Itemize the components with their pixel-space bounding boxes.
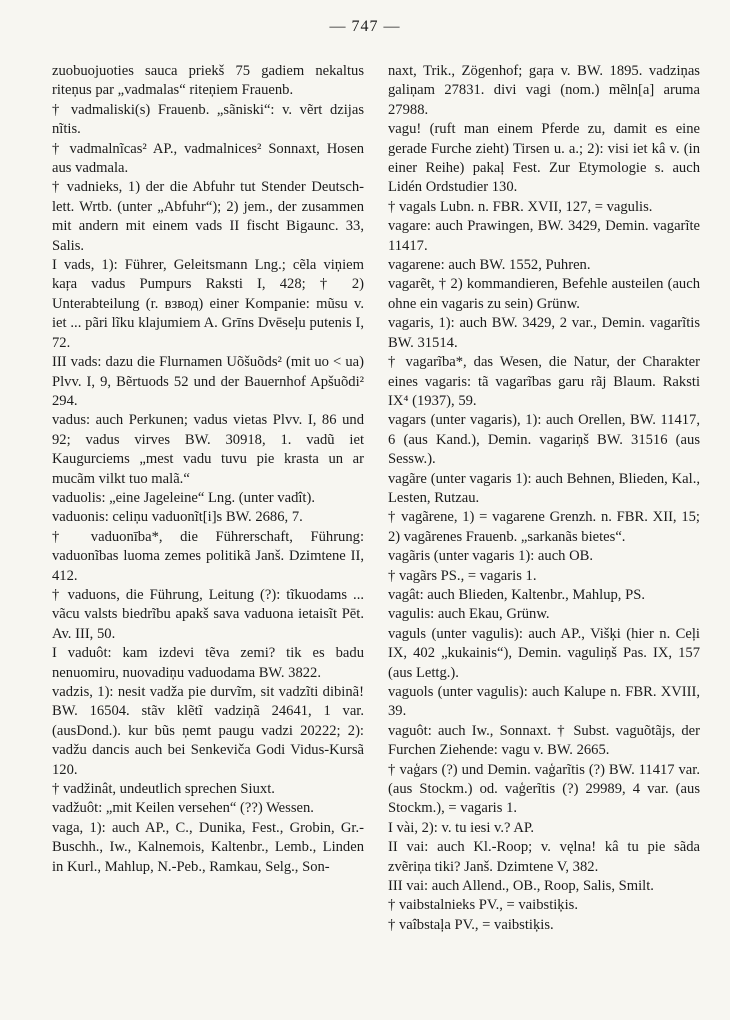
entry: vaduolis: „eine Jageleine“ Lng. (unter vadît).	[52, 489, 315, 506]
left-column	[52, 62, 364, 877]
entry: vadzis, 1): nesit vadža pie durvĩm, sit vadzĩti dibinã! BW. 16504. stãv klẽtĩ vadziņã 24641, 1 var. (ausDond.). kur bũs ņemt paugu vadzi 20222; 2): vadžu dancis auch bei Senkeviča Godi Vidus-Kursã 120.	[52, 684, 364, 778]
entry: † vagals Lubn. n. FBR. XVII, 127, = vagulis.	[388, 198, 653, 215]
entry: vagars (unter vagaris), 1): auch Orellen, BW. 11417, 6 (aus Kand.), Demin. vagariņš BW. 31516 (aus Sessw.).	[388, 412, 700, 468]
entry: vadus: auch Perkunen; vadus vietas Plvv. I, 86 und 92; vadus virves BW. 30918, 1. vadũ iet Kaugurciems „mest vadu tuvu pie krasta un ar mucãm vilkt tuo malã.“	[52, 412, 364, 487]
entry: † vaîbstaļa PV., = vaibstiķis.	[388, 916, 554, 933]
entry: vaguôt: auch Iw., Sonnaxt. † Subst. vaguõtãjs, der Furchen Ziehende: vagu v. BW. 2665.	[388, 722, 700, 759]
entry: vadžuôt: „mit Keilen versehen“ (??) Wessen.	[52, 800, 314, 817]
entry: † vaģars (?) und Demin. vaģarĩtis (?) BW. 11417 var. (aus Stockm.) od. vaģerĩtis (?) 29989, 4 var. (aus Stockm.), = vagaris 1.	[388, 761, 700, 817]
entry: I vài, 2): v. tu iesi v.? AP.	[388, 819, 535, 836]
entry: † vadžinât, undeutlich sprechen Siuxt.	[52, 781, 275, 798]
entry: vagulis: auch Ekau, Grünw.	[388, 606, 550, 623]
entry: vaguls (unter vagulis): auch AP., Višķi (hier n. Ceļi IX, 402 „kukainis“), Demin. vaguliņš Pas. IX, 157 (aus Lettg.).	[388, 625, 700, 681]
entry: naxt, Trik., Zögenhof; gaŗa v. BW. 1895. vadziņas galiņam 27831. divi vagi (nom.) mẽln[a] aruma 27988.	[388, 63, 700, 118]
entry: vaguols (unter vagulis): auch Kalupe n. FBR. XVIII, 39.	[388, 684, 700, 720]
entry: † vagãrene, 1) = vagarene Grenzh. n. FBR. XII, 15; 2) vagãrenes Frauenb. „sarkanãs bietes“.	[388, 509, 700, 545]
entry: vagarene: auch BW. 1552, Puhren.	[388, 257, 591, 274]
entry: vagu! (ruft man einem Pferde zu, damit es eine gerade Furche zieht) Tirsen u. a.; 2): visi iet kâ v. (in einer Reihe) pakaļ Fest. Zur Etymologie s. auch Lidén Ordstudier 130.	[388, 121, 700, 196]
entry: III vai: auch Allend., OB., Roop, Salis, Smilt.	[388, 878, 654, 895]
entry: † vagãrs PS., = vagaris 1.	[388, 567, 537, 584]
entry: zuobuojuoties sauca priekš 75 gadiem nekaltus riteņus par „vadmalas“ riteņiem Frauenb.	[52, 63, 364, 99]
entry: vagãris (unter vagaris 1): auch OB.	[388, 548, 594, 565]
entry: III vads: dazu die Flurnamen Uõšuõds² (mit uo < ua) Plvv. I, 9, Bẽrtuods 52 und der Bauernhof Apšuõdi² 294.	[52, 354, 364, 409]
entry: vagãre (unter vagaris 1): auch Behnen, Blieden, Kal., Lesten, Rutzau.	[388, 470, 700, 506]
entry: † vadmalnĩcas² AP., vadmalnices² Sonnaxt, Hosen aus vadmala.	[52, 140, 364, 177]
entry: I vaduôt: kam izdevi tẽva zemi? tik es badu nenuomiru, nuovadiņu vaduodama BW. 3822.	[52, 645, 364, 681]
entry: vagaris, 1): auch BW. 3429, 2 var., Demin. vagarĩtis BW. 31514.	[388, 315, 700, 351]
entry: † vadnieks, 1) der die Abfuhr tut Stender Deutsch-lett. Wrtb. (unter „Abfuhr“); 2) jem., der zusammen mit andern mit einem vads II fischt Bigaunc. 33, Salis.	[52, 179, 364, 254]
page-number: — 747 —	[329, 18, 401, 35]
entry: II vai: auch Kl.-Roop; v. vęlna! kâ tu pie sãda zvẽriņa tiki? Janš. Dzimtene V, 382.	[388, 839, 700, 875]
entry: vagât: auch Blieden, Kaltenbr., Mahlup, PS.	[388, 586, 645, 603]
entry: vaga, 1): auch AP., C., Dunika, Fest., Grobin, Gr.-Buschh., Iw., Kalnemois, Kaltenbr., Lemb., Linden in Kurl., Mahlup, N.-Peb., Ramkau, Selg., Son-	[52, 819, 364, 875]
entry: † vadmaliski(s) Frauenb. „sãniski“: v. vẽrt dzijas nĩtis.	[52, 101, 364, 138]
entry: † vaduons, die Führung, Leitung (?): tĩkuodams ... vãcu valsts biedrĩbu apakš sava vaduona ietaisĩt Pēt. Av. III, 50.	[52, 586, 364, 642]
entry: vagare: auch Prawingen, BW. 3429, Demin. vagarĩte 11417.	[388, 218, 700, 254]
entry: vaduonis: celiņu vaduonĩt[i]s BW. 2686, 7.	[52, 509, 303, 526]
entry: † vaibstalnieks PV., = vaibstiķis.	[388, 897, 578, 914]
entry: vagarẽt, † 2) kommandieren, Befehle austeilen (auch ohne ein vagaris zu sein) Grünw.	[388, 276, 700, 312]
right-column	[388, 62, 700, 935]
entry: I vads, 1): Führer, Geleitsmann Lng.; cẽla viņiem kaŗa vadus Pumpurs Raksti I, 428; † 2) Unterabteilung (r. взвод) einer Kompanie: mũsu v. iet ... pãri lĩku klajumiem A. Grīns Dvēseļu putenis I, 72.	[52, 257, 364, 351]
entry: † vagarĩba*, das Wesen, die Natur, der Charakter eines vagaris: tã vagarĩbas garu rãj Blaum. Raksti IX⁴ (1937), 59.	[388, 354, 700, 409]
entry: † vaduonība*, die Führerschaft, Führung: vaduonĩbas luoma zemes politikã Janš. Dzimtene II, 412.	[52, 528, 364, 584]
